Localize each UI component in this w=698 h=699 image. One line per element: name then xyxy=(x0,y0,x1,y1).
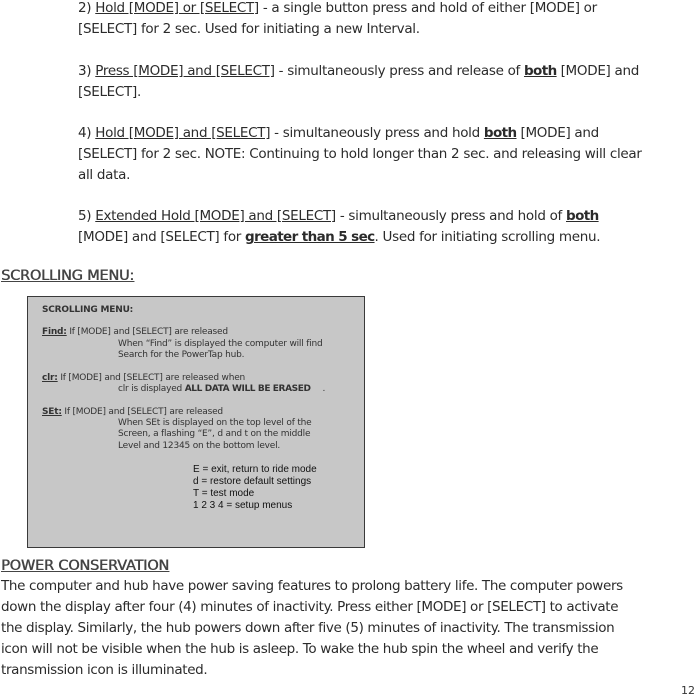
power-conservation-body xyxy=(1,576,697,681)
description-end: . Used for initiating scrolling menu. xyxy=(374,229,601,245)
description: - simultaneously press and hold xyxy=(270,125,484,141)
scrolling-menu-heading: SCROLLING MENU: xyxy=(1,268,134,284)
item-5 xyxy=(78,206,694,248)
clr-text-2: clr is displayed xyxy=(118,384,185,394)
description-continued: [MODE] and [SELECT] for xyxy=(78,229,246,245)
description-continued: [SELECT] for 2 sec. NOTE: Continuing to hold longer than 2 sec. and releasing will clear xyxy=(78,146,642,162)
set-line-1 xyxy=(42,407,223,419)
set-line-3: Screen, a flashing “E”, d and t on the middle xyxy=(118,429,311,439)
body-line: transmission icon is illuminated. xyxy=(1,662,208,678)
description: - a single button press and hold of either [MODE] or xyxy=(258,0,597,16)
clr-line-1 xyxy=(42,373,245,385)
term: Press [MODE] and [SELECT] xyxy=(95,63,275,79)
clr-line-2 xyxy=(118,384,325,396)
description: - simultaneously press and release of xyxy=(274,63,524,79)
emphasis: both xyxy=(523,63,557,79)
term: Hold [MODE] or [SELECT] xyxy=(95,0,259,16)
item-number: 2) xyxy=(78,0,92,16)
clr-text: If [MODE] and [SELECT] are released when xyxy=(57,373,246,383)
emphasis: both xyxy=(566,208,599,224)
find-text: If [MODE] and [SELECT] are released xyxy=(66,327,228,337)
legend-item: T = test mode xyxy=(193,488,255,499)
find-line-1 xyxy=(42,327,228,339)
item-4 xyxy=(78,123,694,186)
description-end: [MODE] and xyxy=(516,125,599,141)
legend-item: d = restore default settings xyxy=(193,476,312,487)
body-line: the display. Similarly, the hub powers down after five (5) minutes of inactivity. The transmission xyxy=(1,620,615,636)
find-line-3: Search for the PowerTap hub. xyxy=(118,350,245,360)
description-end: [MODE] and xyxy=(556,63,640,79)
description-continued: [SELECT]. xyxy=(78,84,141,100)
item-number: 5) xyxy=(78,208,92,224)
legend-item: E = exit, return to ride mode xyxy=(193,464,317,475)
term: Extended Hold [MODE] and [SELECT] xyxy=(95,208,336,224)
set-label: SEt: xyxy=(42,407,62,417)
item-2 xyxy=(78,0,694,40)
description-continued: [SELECT] for 2 sec. Used for initiating a new Interval. xyxy=(78,21,420,37)
page-number: 12 xyxy=(681,684,695,697)
item-number: 3) xyxy=(78,63,92,79)
set-line-4: Level and 12345 on the bottom level. xyxy=(118,441,281,451)
item-number: 4) xyxy=(78,125,92,141)
legend-item: 1 2 3 4 = setup menus xyxy=(193,500,293,511)
find-line-2: When “Find” is displayed the computer will find xyxy=(118,339,323,349)
find-label: Find: xyxy=(42,327,67,337)
description-continued-2: all data. xyxy=(78,167,131,183)
menu-legend xyxy=(193,464,317,512)
term: Hold [MODE] and [SELECT] xyxy=(95,125,271,141)
emphasis-duration: greater than 5 sec xyxy=(245,229,375,245)
panel-title: SCROLLING MENU: xyxy=(42,305,134,315)
item-3 xyxy=(78,61,694,103)
set-text: If [MODE] and [SELECT] are released xyxy=(61,407,223,417)
body-line: icon will not be visible when the hub is asleep. To wake the hub spin the wheel and verify the xyxy=(1,641,599,657)
description: - simultaneously press and hold of xyxy=(335,208,566,224)
power-conservation-heading: POWER CONSERVATION xyxy=(1,558,169,574)
clr-warning: ALL DATA WILL BE ERASED xyxy=(184,384,311,394)
clr-end: . xyxy=(322,384,326,394)
emphasis: both xyxy=(483,125,517,141)
scrolling-menu-panel xyxy=(27,296,365,548)
body-line: down the display after four (4) minutes of inactivity. Press either [MODE] or [SELECT] to activate xyxy=(1,599,619,615)
body-line: The computer and hub have power saving features to prolong battery life. The computer powers xyxy=(1,578,623,594)
set-line-2: When SEt is displayed on the top level of the xyxy=(118,418,312,428)
clr-label: clr: xyxy=(42,373,58,383)
